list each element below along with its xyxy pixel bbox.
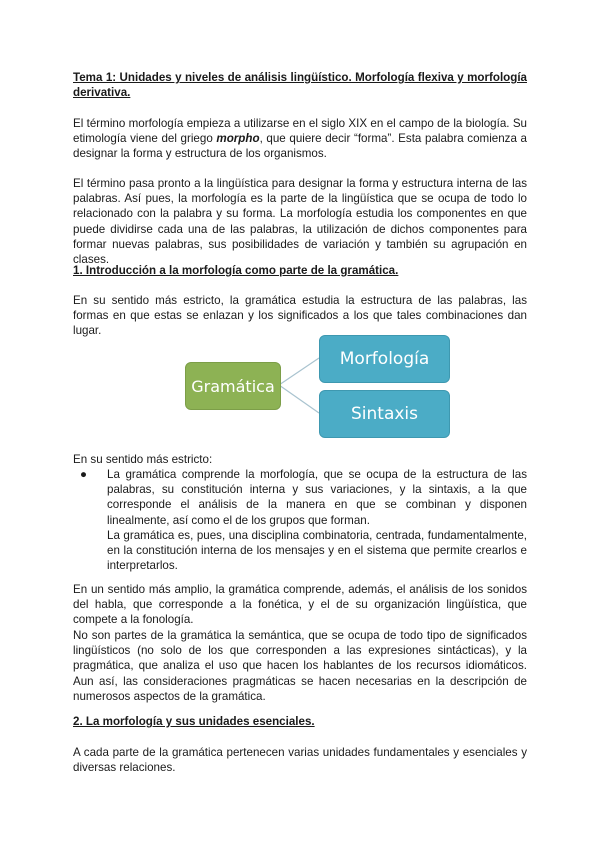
section-1-paragraph-2: En su sentido más estricto: [73,453,213,466]
section-2-heading: 2. La morfología y sus unidades esenciales. [73,715,315,728]
diagram-node-morfologia: Morfología [319,335,450,383]
section-1-paragraph-1: En su sentido más estricto, la gramática estudia la estructura de las palabras, las formas en que estas se enlazan y los significados a los que tales combinaciones dan lugar. [73,294,527,338]
section-1-paragraph-3: En un sentido más amplio, la gramática comprende, además, el análisis de los sonidos del habla, que corresponde a la fonética, y el de su organización lingüística, que compete a la fonología. [73,583,527,627]
section-2-paragraph-1: A cada parte de la gramática pertenecen varias unidades fundamentales y esenciales y diversas relaciones. [73,746,527,775]
section-1-heading: 1. Introducción a la morfología como parte de la gramática. [73,264,399,277]
intro-paragraph-1 [73,116,527,162]
bullet-item [80,467,527,573]
section-1-paragraph-4: No son partes de la gramática la semántica, que se ocupa de todo tipo de significados lingüísticos (no solo de los que corresponden a las expresiones sintácticas), y la pragmática, que analiza el uso que hacen los hablantes de los recursos idiomáticos. Aun así, las consideraciones pragmáticas se hacen necesarias en la descripción de numerosos aspectos de la gramática. [73,629,527,703]
intro-text-start: El término morfología empieza a utilizarse en el siglo XIX en el campo de la biología. Su etimología viene del griego [73,117,527,146]
bullet-text: La gramática comprende la morfología, que se ocupa de la estructura de las palabras, su constitución interna y sus variaciones, y la sintaxis, a la que corresponde el análisis de la manera en que se combinan y disponen linealmente, así como el de los grupos que forman. [107,468,527,527]
grammar-diagram [180,335,430,435]
bullet-continuation: La gramática es, pues, una disciplina combinatoria, centrada, fundamentalmente, en la constitución interna de los mensajes y en el sistema que permite crearlos e interpretarlos. [107,528,527,573]
document-title: Tema 1: Unidades y niveles de análisis lingüístico. Morfología flexiva y morfología derivativa. [73,71,527,100]
diagram-node-gramatica: Gramática [185,362,281,410]
bullet-dot-icon: ● [80,468,88,481]
diagram-node-sintaxis: Sintaxis [319,390,450,438]
intro-term-morpho: morpho [216,132,260,146]
intro-text-end: , que quiere decir “forma”. Esta palabra comienza a designar la forma y estructura de los organismos. [73,132,527,161]
intro-paragraph-2: El término pasa pronto a la lingüística para designar la forma y estructura interna de las palabras. Así pues, la morfología es la parte de la lingüística que se ocupa de todo lo relacionado con la palabra y su forma. La morfología estudia los componentes en que puede dividirse cada una de las palabras, la utilización de dichos componentes para formar nuevas palabras, sus posibilidades de variación y también su agrupación en clases. [73,177,527,267]
